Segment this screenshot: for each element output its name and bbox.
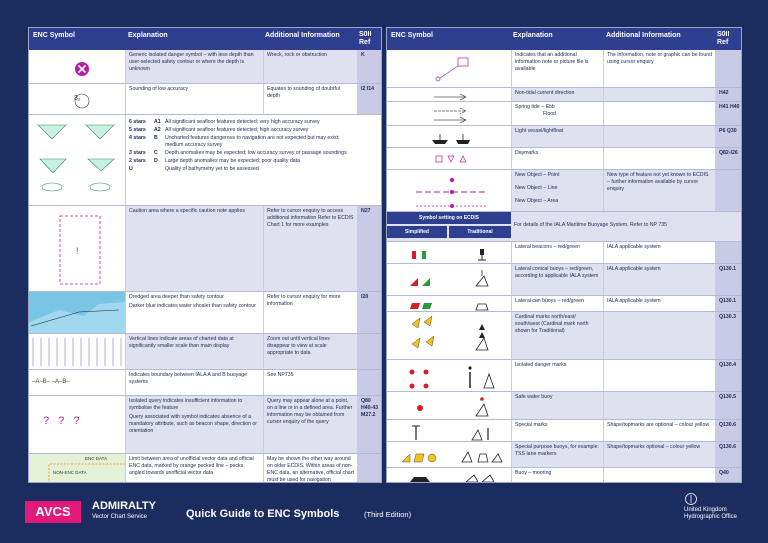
additional-cell: IALA applicable system	[603, 264, 715, 295]
admiralty-logo: ADMIRALTY	[92, 500, 156, 512]
explanation-cell: Isolated query indicates insufficient information to symbolise the feature Query associated with symbol indicates absence of a mandatory attribute, such as beacon shape, direction or orientation	[125, 396, 263, 453]
symbol-cell	[387, 442, 511, 467]
quality-item: 3 stars C Depth anomalies may be expected; low accuracy survey or passage soundings	[129, 150, 347, 157]
svg-text:!: !	[76, 246, 79, 256]
query-icon: ? ? ?	[43, 415, 83, 427]
explanation-cell: Spring tide – Ebb Flood	[511, 102, 603, 125]
additional-cell	[603, 312, 715, 359]
simplified-label: Simplified	[387, 226, 447, 238]
buoyage-boundary-symbol: –A–B– –A–B–	[29, 370, 125, 395]
symbol-cell	[387, 296, 511, 311]
row-unofficial-data	[29, 454, 381, 483]
explanation-cell: Limit between area of unofficial vector data and official ENC data, marked by orange pecked line – pecks angled towards unofficial vector data	[125, 454, 263, 483]
edition-label: (Third Edition)	[364, 510, 412, 519]
row-isolated-danger-marks	[387, 360, 741, 392]
row-caution-area	[29, 206, 381, 292]
ref-cell: Q130.3	[715, 312, 742, 359]
header-additional: Additional Information	[265, 32, 340, 39]
header-ref: S0II Ref	[717, 31, 730, 46]
ref-cell	[357, 334, 382, 369]
additional-cell	[603, 360, 715, 391]
additional-cell: Query may appear alone at a point, on a line or in a defined area. Further information may be obtained from cursor enquiry of the query	[263, 396, 357, 453]
caution-area-icon	[32, 208, 125, 291]
symbol-cell	[29, 206, 125, 291]
row-lateral-conical	[387, 264, 741, 296]
row-symbol-setting	[387, 212, 741, 242]
explanation-cell: Generic isolated danger symbol – with less depth than user-selected safety contour or where the depth is unknown	[125, 50, 263, 83]
explanation-cell: Special purpose buoys, for example: TSS lane markers	[511, 442, 603, 467]
explanation-cell: Safe water buoy	[511, 392, 603, 419]
explanation-cell: Non-tidal current direction	[511, 88, 603, 101]
info-note-icon	[390, 52, 511, 87]
symbol-cell	[29, 50, 125, 83]
row-lateral-can	[387, 296, 741, 312]
ref-cell	[357, 370, 382, 395]
row-mooring	[387, 468, 741, 483]
ref-cell	[715, 50, 742, 87]
row-buoyage-boundary	[29, 370, 381, 396]
symbol-cell	[29, 292, 125, 333]
symbol-cell	[387, 102, 511, 125]
symbol-setting-title: Symbol setting on ECDIS	[387, 212, 511, 224]
tide-arrows-icon	[390, 104, 511, 125]
additional-cell	[603, 148, 715, 169]
symbol-cell	[29, 396, 125, 453]
symbol-cell	[387, 360, 511, 391]
ref-cell: Q82-I26	[715, 148, 742, 169]
row-special-purpose	[387, 442, 741, 468]
explanation-cell: Vertical lines indicate areas of charted data at significantly smaller scale than main display	[125, 334, 263, 369]
row-new-object	[387, 170, 741, 212]
traditional-label: Traditional	[449, 226, 511, 238]
explanation-cell: Light vessel/lightfloat	[511, 126, 603, 147]
ref-cell: Q130.4	[715, 360, 742, 391]
quality-item: 2 stars D Large depth anomalies may be expected; poor quality data	[129, 158, 300, 165]
symbol-cell	[387, 50, 511, 87]
row-daymarks	[387, 148, 741, 170]
additional-cell: IALA applicable system	[603, 296, 715, 311]
symbol-cell	[387, 420, 511, 441]
symbol-cell	[387, 148, 511, 169]
lateral-beacon-icon	[390, 244, 511, 263]
can-buoy-icon	[390, 298, 511, 311]
additional-cell: IALA applicable system	[603, 242, 715, 263]
right-panel	[386, 27, 742, 483]
quality-item: 4 stars B Uncharted features dangerous to navigation are not expected but may exist; medium accuracy survey	[129, 135, 340, 149]
isolated-danger-icon	[32, 52, 125, 83]
additional-cell: See NP735	[263, 370, 357, 395]
avcs-badge: AVCS	[25, 501, 81, 523]
ref-cell: Q130.6	[715, 442, 742, 467]
explanation-cell: Lateral can buoys – red/green	[511, 296, 603, 311]
ref-cell	[357, 454, 382, 483]
explanation-cell: Lateral conical buoys – red/green, according to applicable IALA system	[511, 264, 603, 295]
explanation-cell: Caution area where a specific caution note applies	[125, 206, 263, 291]
symbol-cell	[29, 454, 125, 483]
ref-cell: P6 Q30	[715, 126, 742, 147]
zoc-triangles-icon	[32, 117, 125, 205]
additional-cell	[603, 468, 715, 483]
quality-item: U Quality of bathymetry yet to be assessed	[129, 166, 259, 173]
symbol-cell	[387, 468, 511, 483]
row-cardinal	[387, 312, 741, 360]
ref-cell	[715, 170, 742, 211]
additional-cell: Refer to cursor enquiry to access additional information Refer to ECDIS Chart 1 for more examples	[263, 206, 357, 291]
row-spring-tide	[387, 102, 741, 126]
symbol-cell	[29, 334, 125, 369]
row-isolated-danger	[29, 50, 381, 84]
daymark-icon	[390, 150, 511, 169]
symbol-cell	[387, 264, 511, 295]
ref-cell: Q130.5	[715, 392, 742, 419]
dredged-area-icon	[29, 292, 125, 333]
special-purpose-buoy-icon	[390, 444, 511, 467]
ref-cell: Q130.6	[715, 420, 742, 441]
additional-cell: Refer to cursor enquiry for more information	[263, 292, 357, 333]
symbol-cell	[387, 88, 511, 101]
ukho-crest-icon	[684, 492, 698, 506]
symbol-cell	[387, 170, 511, 211]
symbol-cell	[387, 392, 511, 419]
explanation-cell: Buoy – mooring	[511, 468, 603, 483]
header-symbol: ENC Symbol	[33, 32, 76, 39]
row-vertical-lines	[29, 334, 381, 370]
quality-list	[125, 115, 382, 205]
vector-chart-service-label: Vector Chart Service	[92, 514, 148, 520]
additional-cell: Wreck, rock or obstruction	[263, 50, 357, 83]
new-object-icon	[390, 172, 511, 211]
ref-cell: Q130.1	[715, 296, 742, 311]
unofficial-boundary-icon	[29, 454, 125, 483]
row-lateral-beacons	[387, 242, 741, 264]
explanation-cell: Indicates that an additional information note or picture file is available	[511, 50, 603, 87]
additional-cell: May be shown the other way around on older ECDIS. Within areas of non-ENC data, an alternative, official chart must be used for navigation	[263, 454, 357, 483]
left-panel	[28, 27, 382, 483]
additional-cell	[603, 88, 715, 101]
symbol-cell	[29, 84, 125, 114]
row-query	[29, 396, 381, 454]
cardinal-mark-icon	[390, 314, 511, 359]
symbol-cell	[387, 126, 511, 147]
additional-cell	[603, 392, 715, 419]
explanation-cell: Lateral beacons – red/green	[511, 242, 603, 263]
symbol-cell	[29, 115, 125, 205]
special-mark-icon	[390, 422, 511, 441]
quality-item: 6 stars A1 All significant seafloor features detected; very high accuracy survey	[129, 119, 320, 125]
non-enc-data-label: NON-ENC DATA	[53, 470, 87, 475]
explanation-cell: Indicates boundary between IALA A and B buoyage systems	[125, 370, 263, 395]
quality-item: 5 stars A2 All significant seafloor features detected; high accuracy survey	[129, 127, 309, 134]
current-arrow-icon	[390, 90, 511, 101]
ref-cell: Q80 H40-43 M27.2	[357, 396, 382, 453]
ref-cell: H41 H40	[715, 102, 742, 125]
conical-buoy-icon	[390, 266, 511, 295]
symbol-cell	[387, 242, 511, 263]
explanation-cell: Sounding of low accuracy	[125, 84, 263, 114]
ref-cell: H42	[715, 88, 742, 101]
explanation-cell: Dredged area deeper than safety contour Darker blue indicates water shoaler than safety contour	[125, 292, 263, 333]
header-explanation: Explanation	[513, 32, 553, 39]
isolated-danger-mark-icon	[390, 362, 511, 391]
ref-cell: I20	[357, 292, 382, 333]
ref-cell	[715, 242, 742, 263]
row-info-note	[387, 50, 741, 88]
explanation-cell: Isolated danger marks	[511, 360, 603, 391]
header-ref: S0II Ref	[359, 31, 372, 46]
header-symbol: ENC Symbol	[391, 32, 434, 39]
right-header	[387, 28, 741, 50]
row-dredged-area	[29, 292, 381, 334]
mooring-buoy-icon	[390, 470, 511, 483]
ref-cell: Q40	[715, 468, 742, 483]
row-sounding	[29, 84, 381, 115]
additional-cell: Shape/topmarks optional – colour yellow	[603, 442, 715, 467]
enc-data-label: ENC DATA	[85, 456, 108, 461]
symbol-cell	[387, 312, 511, 359]
explanation-cell: New Object – Point New Object – Line New Object – Area	[511, 170, 603, 211]
ref-cell: Q130.1	[715, 264, 742, 295]
row-light-vessel	[387, 126, 741, 148]
vertical-lines-icon	[29, 334, 125, 369]
additional-cell	[603, 126, 715, 147]
guide-title: Quick Guide to ENC Symbols	[186, 508, 340, 520]
additional-cell: New type of feature not yet known to ECDIS – further information available by cursor enquiry	[603, 170, 715, 211]
ref-cell: N27	[357, 206, 382, 291]
explanation-cell: Special marks	[511, 420, 603, 441]
explanation-cell: Daymarks	[511, 148, 603, 169]
row-special	[387, 420, 741, 442]
header-explanation: Explanation	[128, 32, 168, 39]
ref-cell: I2 I14	[357, 84, 382, 114]
safe-water-icon	[390, 394, 511, 419]
left-header	[29, 28, 381, 50]
additional-cell: Zoom out until vertical lines disappear to view at scale appropriate to data	[263, 334, 357, 369]
sounding-label: 3₂	[74, 95, 81, 102]
additional-cell	[603, 102, 715, 125]
additional-cell: Equates to sounding of doubtful depth	[263, 84, 357, 114]
explanation-cell: Cardinal marks north/east/ south/west (Cardinal mark north shown for Traditional)	[511, 312, 603, 359]
light-vessel-icon	[390, 128, 511, 147]
ref-cell: K	[357, 50, 382, 83]
ukho-logo: United Kingdom Hydrographic Office	[684, 507, 737, 521]
row-safe-water	[387, 392, 741, 420]
row-bathymetry-quality	[29, 115, 381, 206]
header-additional: Additional Information	[606, 32, 681, 39]
symbol-setting-note: For details of the IALA Maritime Buoyage System. Refer to NP 735	[511, 212, 742, 241]
additional-cell: Shape/topmarks are optional – colour yellow	[603, 420, 715, 441]
row-non-tidal	[387, 88, 741, 102]
additional-cell: The information, note or graphic can be found using cursor enquiry	[603, 50, 715, 87]
